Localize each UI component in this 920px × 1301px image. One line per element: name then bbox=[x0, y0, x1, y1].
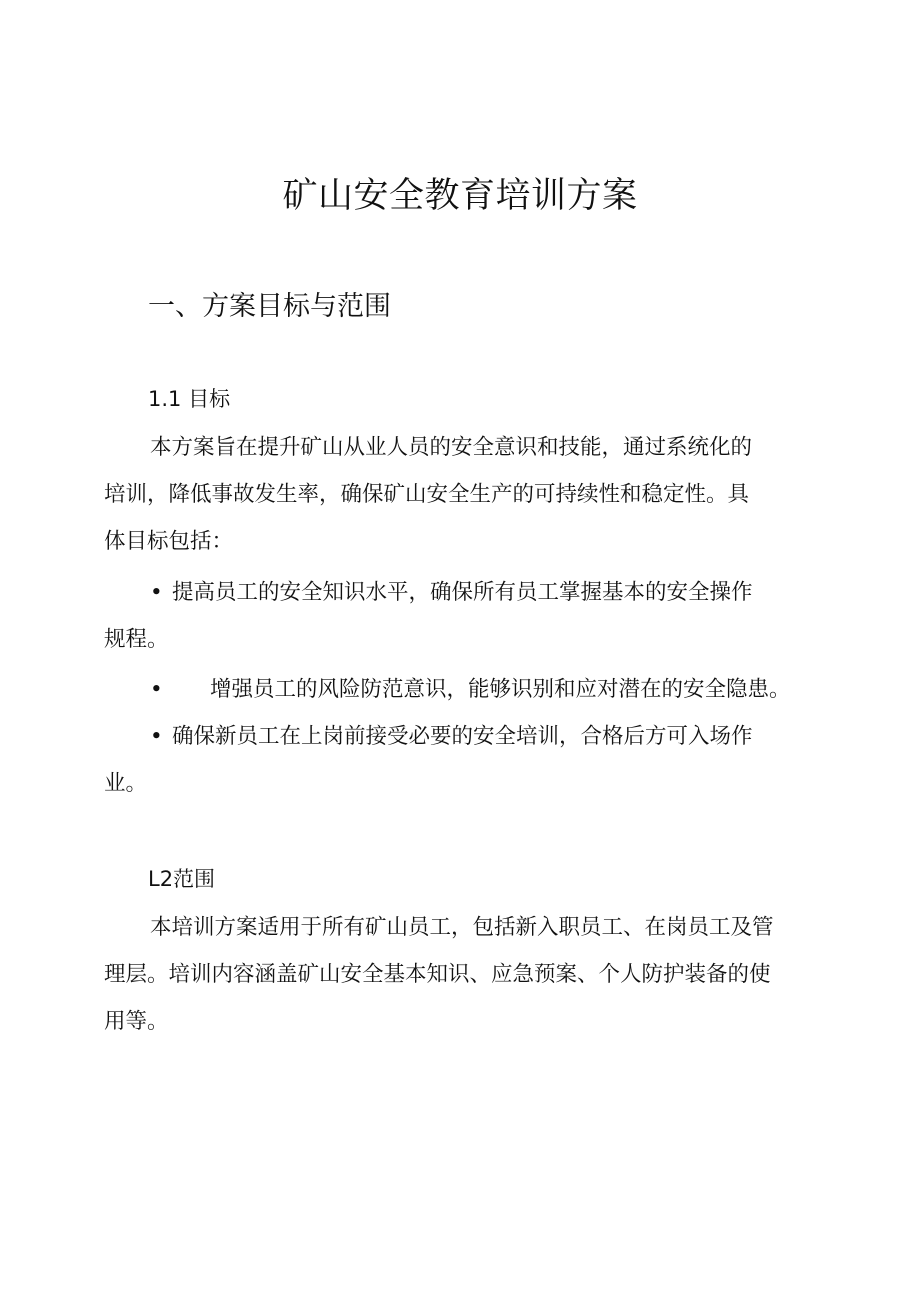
bullet-text-continued: 业。 bbox=[104, 771, 148, 796]
bullet-marker: • bbox=[150, 677, 163, 702]
section-heading: 一、方案目标与范围 bbox=[148, 291, 391, 322]
goal-bullet-item bbox=[104, 666, 824, 713]
bullet-text-continued: 规程。 bbox=[104, 627, 169, 652]
goal-subheading: 1.1 目标 bbox=[148, 387, 231, 411]
scope-line: 用等。 bbox=[104, 1009, 169, 1034]
goal-bullet-item bbox=[104, 713, 824, 807]
scope-subheading: L2范围 bbox=[148, 867, 216, 891]
bullet-marker: • bbox=[150, 580, 163, 605]
goal-intro-paragraph bbox=[104, 424, 824, 565]
bullet-marker: • bbox=[150, 724, 163, 749]
bullet-text: 增强员工的风险防范意识，能够识别和应对潜在的安全隐患。 bbox=[210, 677, 791, 702]
scope-paragraph bbox=[104, 904, 824, 1045]
document-title: 矿山安全教育培训方案 bbox=[282, 176, 638, 216]
scope-line: 本培训方案适用于所有矿山员工，包括新入职员工、在岗员工及管 bbox=[150, 915, 774, 940]
goal-bullet-item bbox=[104, 569, 824, 663]
bullet-text: 确保新员工在上岗前接受必要的安全培训，合格后方可入场作 bbox=[172, 724, 753, 749]
goal-intro-line: 培训，降低事故发生率，确保矿山安全生产的可持续性和稳定性。具 bbox=[104, 482, 750, 507]
goal-intro-line: 本方案旨在提升矿山从业人员的安全意识和技能，通过系统化的 bbox=[150, 435, 753, 460]
bullet-text: 提高员工的安全知识水平，确保所有员工掌握基本的安全操作 bbox=[172, 580, 753, 605]
scope-line: 理层。培训内容涵盖矿山安全基本知识、应急预案、个人防护装备的使 bbox=[104, 962, 771, 987]
goal-intro-line: 体目标包括： bbox=[104, 529, 234, 554]
